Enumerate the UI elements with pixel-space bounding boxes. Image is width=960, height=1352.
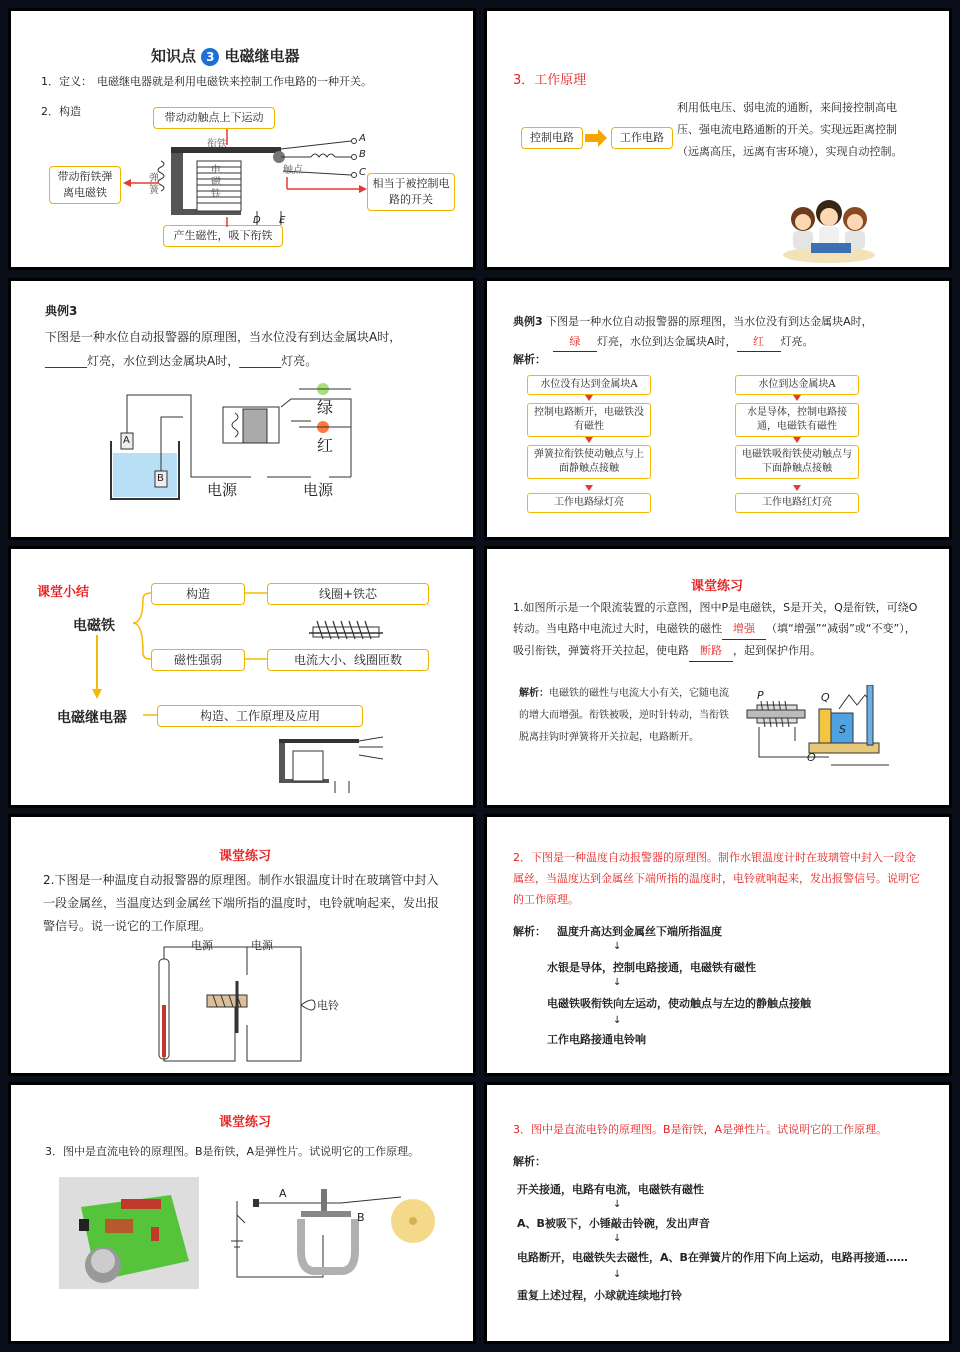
- answer-1: 增强: [722, 618, 766, 640]
- title-text: 知识点: [151, 47, 197, 65]
- label-red: 红: [317, 436, 334, 455]
- slide-example-3: [8, 278, 476, 540]
- label-power-2: 电源: [251, 939, 273, 952]
- down-arrow-icon: ↓: [613, 1269, 622, 1280]
- slide-summary: [8, 546, 476, 808]
- label-A: A: [123, 435, 130, 446]
- electric-bell-photo: [59, 1177, 199, 1289]
- analysis-label: 解析：: [513, 1155, 546, 1168]
- answer-1: 绿: [553, 333, 597, 352]
- students-reading-illustration: [781, 191, 877, 263]
- analysis-step-3: 电磁铁吸衔铁向左运动，使动触点与左边的静触点接触: [547, 997, 811, 1010]
- right-flow-step-2: 水是导体，控制电路接通，电磁铁有磁性: [735, 403, 859, 437]
- label-power-1: 电源: [207, 481, 238, 499]
- analysis-label: 解析：: [513, 925, 546, 938]
- label-armature: 衔铁: [207, 139, 227, 150]
- label-B: B: [357, 1211, 365, 1224]
- question-heading: 3．图中是直流电铃的原理图。B是衔铁，A是弹性片。试说明它的工作原理。: [513, 1123, 888, 1136]
- left-flow-step-3: 弹簧拉衔铁使动触点与上面静触点接触: [527, 445, 651, 479]
- control-circuit-box: 控制电路: [521, 127, 583, 149]
- label-bell: 电铃: [317, 999, 339, 1012]
- answer-mid-text: 灯亮，水位到达金属块A时，: [597, 335, 737, 348]
- example-heading: 典例3: [45, 304, 78, 318]
- right-flow-step-3: 电磁铁吸衔铁使动触点与下面静触点接触: [735, 445, 859, 479]
- definition-label: 1．定义：: [41, 75, 92, 88]
- branch-strength: 磁性强弱: [151, 649, 245, 671]
- definition-text: 电磁继电器就是利用电磁铁来控制工作电路的一种开关。: [97, 75, 372, 88]
- label-green: 绿: [317, 398, 334, 417]
- callout-right: 相当于被控制电路的开关: [367, 173, 455, 211]
- label-spring: 弹簧: [149, 173, 159, 196]
- right-arrow-icon: [585, 129, 609, 147]
- down-arrow-icon: ↓: [613, 1199, 622, 1210]
- label-power-2: 电源: [303, 481, 334, 499]
- slide-example-3-analysis: [484, 278, 952, 540]
- principle-text: 利用低电压、弱电流的通断，来间接控制高电压、强电流电路通断的开关。实现远距离控制（远离高压，远离有害环境），实现自动控制。: [677, 101, 903, 158]
- relay-diagram: [11, 11, 473, 267]
- practice-question: [513, 597, 925, 662]
- example-heading: 典例3: [513, 315, 543, 328]
- answer-end-text: 灯亮。: [780, 335, 814, 348]
- label-E: E: [279, 215, 286, 226]
- right-flow-step-4: 工作电路红灯亮: [735, 493, 859, 513]
- flow-arrow-icon: [793, 395, 801, 401]
- question-heading: 2．下图是一种温度自动报警器的原理图。制作水银温度计时在玻璃管中封入一段金属丝，当温度达到金属丝下端所指的温度时，电铃就响起来，发出报警信号。说明它的工作原理。: [513, 851, 920, 906]
- branch-structure: 构造: [151, 583, 245, 605]
- slide-relay-intro: [8, 8, 476, 270]
- answer-2: 红: [737, 333, 781, 352]
- example-text-line2: _______灯亮，水位到达金属块A时，_______灯亮。: [45, 354, 318, 368]
- flow-arrow-icon: [793, 485, 801, 491]
- practice-heading: 课堂练习: [219, 1115, 272, 1130]
- node-electromagnet: 电磁铁: [73, 618, 115, 634]
- work-circuit-box: 工作电路: [611, 127, 673, 149]
- branch-relay: 构造、工作原理及应用: [157, 705, 363, 727]
- analysis-step-4: 重复上述过程，小球就连续地打铃: [517, 1289, 682, 1302]
- title-rest: 电磁继电器: [224, 47, 300, 65]
- summary-heading: 课堂小结: [37, 585, 90, 600]
- label-Q: Q: [821, 691, 830, 704]
- label-A: A: [359, 133, 366, 144]
- practice-heading: 课堂练习: [691, 579, 744, 594]
- label-contact: 触点: [283, 165, 303, 176]
- example-question: [513, 313, 933, 331]
- left-flow-step-2: 控制电路断开，电磁铁没有磁性: [527, 403, 651, 437]
- right-flow-step-1: 水位到达金属块A: [735, 375, 859, 395]
- question-part-1: 1.如图所示是一个限流装置的示意图，图中P是电磁铁，S是开关，Q是衔铁，可绕O转动。当电路中电流过大时，电磁铁的磁性: [513, 601, 918, 635]
- flow-arrow-icon: [793, 437, 801, 443]
- down-arrow-icon: ↓: [613, 1233, 622, 1244]
- callout-left: 带动衔铁弹离电磁铁: [49, 166, 121, 204]
- analysis-step-2: 水银是导体，控制电路接通，电磁铁有磁性: [547, 961, 756, 974]
- label-P: P: [757, 689, 764, 702]
- analysis-step-1: 温度升高达到金属丝下端所指温度: [557, 925, 722, 938]
- relay-thumbnail: [265, 731, 405, 801]
- analysis-block: [519, 683, 729, 749]
- slide-practice-3-analysis: [484, 1082, 952, 1344]
- example-answers: [553, 333, 814, 352]
- practice-question: 3．图中是直流电铃的原理图。B是衔铁，A是弹性片。试说明它的工作原理。: [45, 1145, 420, 1158]
- label-S: S: [839, 723, 846, 736]
- analysis-step-2: A、B被吸下，小锤敲击铃碗，发出声音: [517, 1217, 710, 1230]
- callout-bottom: 产生磁性，吸下衔铁: [163, 225, 283, 247]
- slide-practice-2-analysis: [484, 814, 952, 1076]
- water-alarm-diagram: [11, 281, 473, 537]
- electric-bell-diagram: [221, 1181, 441, 1301]
- analysis-step-1: 开关接通，电路有电流，电磁铁有磁性: [517, 1183, 704, 1196]
- section-heading: 3．工作原理: [513, 73, 587, 88]
- down-arrow-icon: ↓: [613, 1015, 622, 1026]
- callout-top: 带动动触点上下运动: [153, 107, 275, 129]
- analysis-label: 解析：: [519, 688, 549, 699]
- question-part-2: （填“增强”“减弱”或“不变”），吸引衔铁，弹簧将开关拉起，使电路: [513, 622, 916, 657]
- analysis-step-4: 工作电路接通电铃响: [547, 1033, 646, 1046]
- down-arrow-icon: ↓: [613, 941, 622, 952]
- left-flow-step-4: 工作电路绿灯亮: [527, 493, 651, 513]
- label-A: A: [279, 1187, 287, 1200]
- down-arrow-icon: ↓: [613, 977, 622, 988]
- slide-practice-1: [484, 546, 952, 808]
- branch-strength-value: 电流大小、线圈匝数: [267, 649, 429, 671]
- analysis-step-3: 电路断开，电磁铁失去磁性，A、B在弹簧片的作用下向上运动，电路再接通……: [517, 1251, 908, 1264]
- practice-heading: 课堂练习: [219, 849, 272, 864]
- flow-arrow-icon: [585, 485, 593, 491]
- label-O: O: [807, 751, 816, 764]
- analysis-text: 电磁铁的磁性与电流大小有关，它随电流的增大而增强。衔铁被吸，逆时针转动，当衔铁脱离挂钩时弹簧将开关拉起，电路断开。: [519, 688, 729, 743]
- structure-label: 2．构造: [41, 105, 81, 118]
- left-flow-step-1: 水位没有达到金属块A: [527, 375, 651, 395]
- question-part-3: ，起到保护作用。: [733, 644, 821, 657]
- slide-working-principle: [484, 8, 952, 270]
- node-relay: 电磁继电器: [57, 710, 127, 726]
- label-D: D: [253, 215, 261, 226]
- example-text-line1: 下图是一种水位自动报警器的原理图，当水位没有到达金属块A时，: [546, 315, 873, 328]
- label-C: C: [359, 167, 366, 178]
- example-text-line1: 下图是一种水位自动报警器的原理图，当水位没有到达金属块A时，: [45, 330, 402, 344]
- label-B: B: [359, 149, 366, 160]
- title-number-badge: 3: [201, 48, 219, 66]
- analysis-label: 解析：: [513, 353, 546, 366]
- slide-practice-2: [8, 814, 476, 1076]
- branch-structure-value: 线圈+铁芯: [267, 583, 429, 605]
- label-B: B: [157, 473, 164, 484]
- answer-2: 断路: [689, 640, 733, 662]
- label-magnet: 电磁铁: [211, 165, 221, 200]
- practice-question: 2.下图是一种温度自动报警器的原理图。制作水银温度计时在玻璃管中封入一段金属丝，当温度达到金属丝下端所指的温度时，电铃就响起来，发出报警信号。说一说它的工作原理。: [43, 873, 440, 933]
- flow-arrow-icon: [585, 437, 593, 443]
- slide-practice-3: [8, 1082, 476, 1344]
- flow-arrow-icon: [585, 395, 593, 401]
- label-power-1: 电源: [191, 939, 213, 952]
